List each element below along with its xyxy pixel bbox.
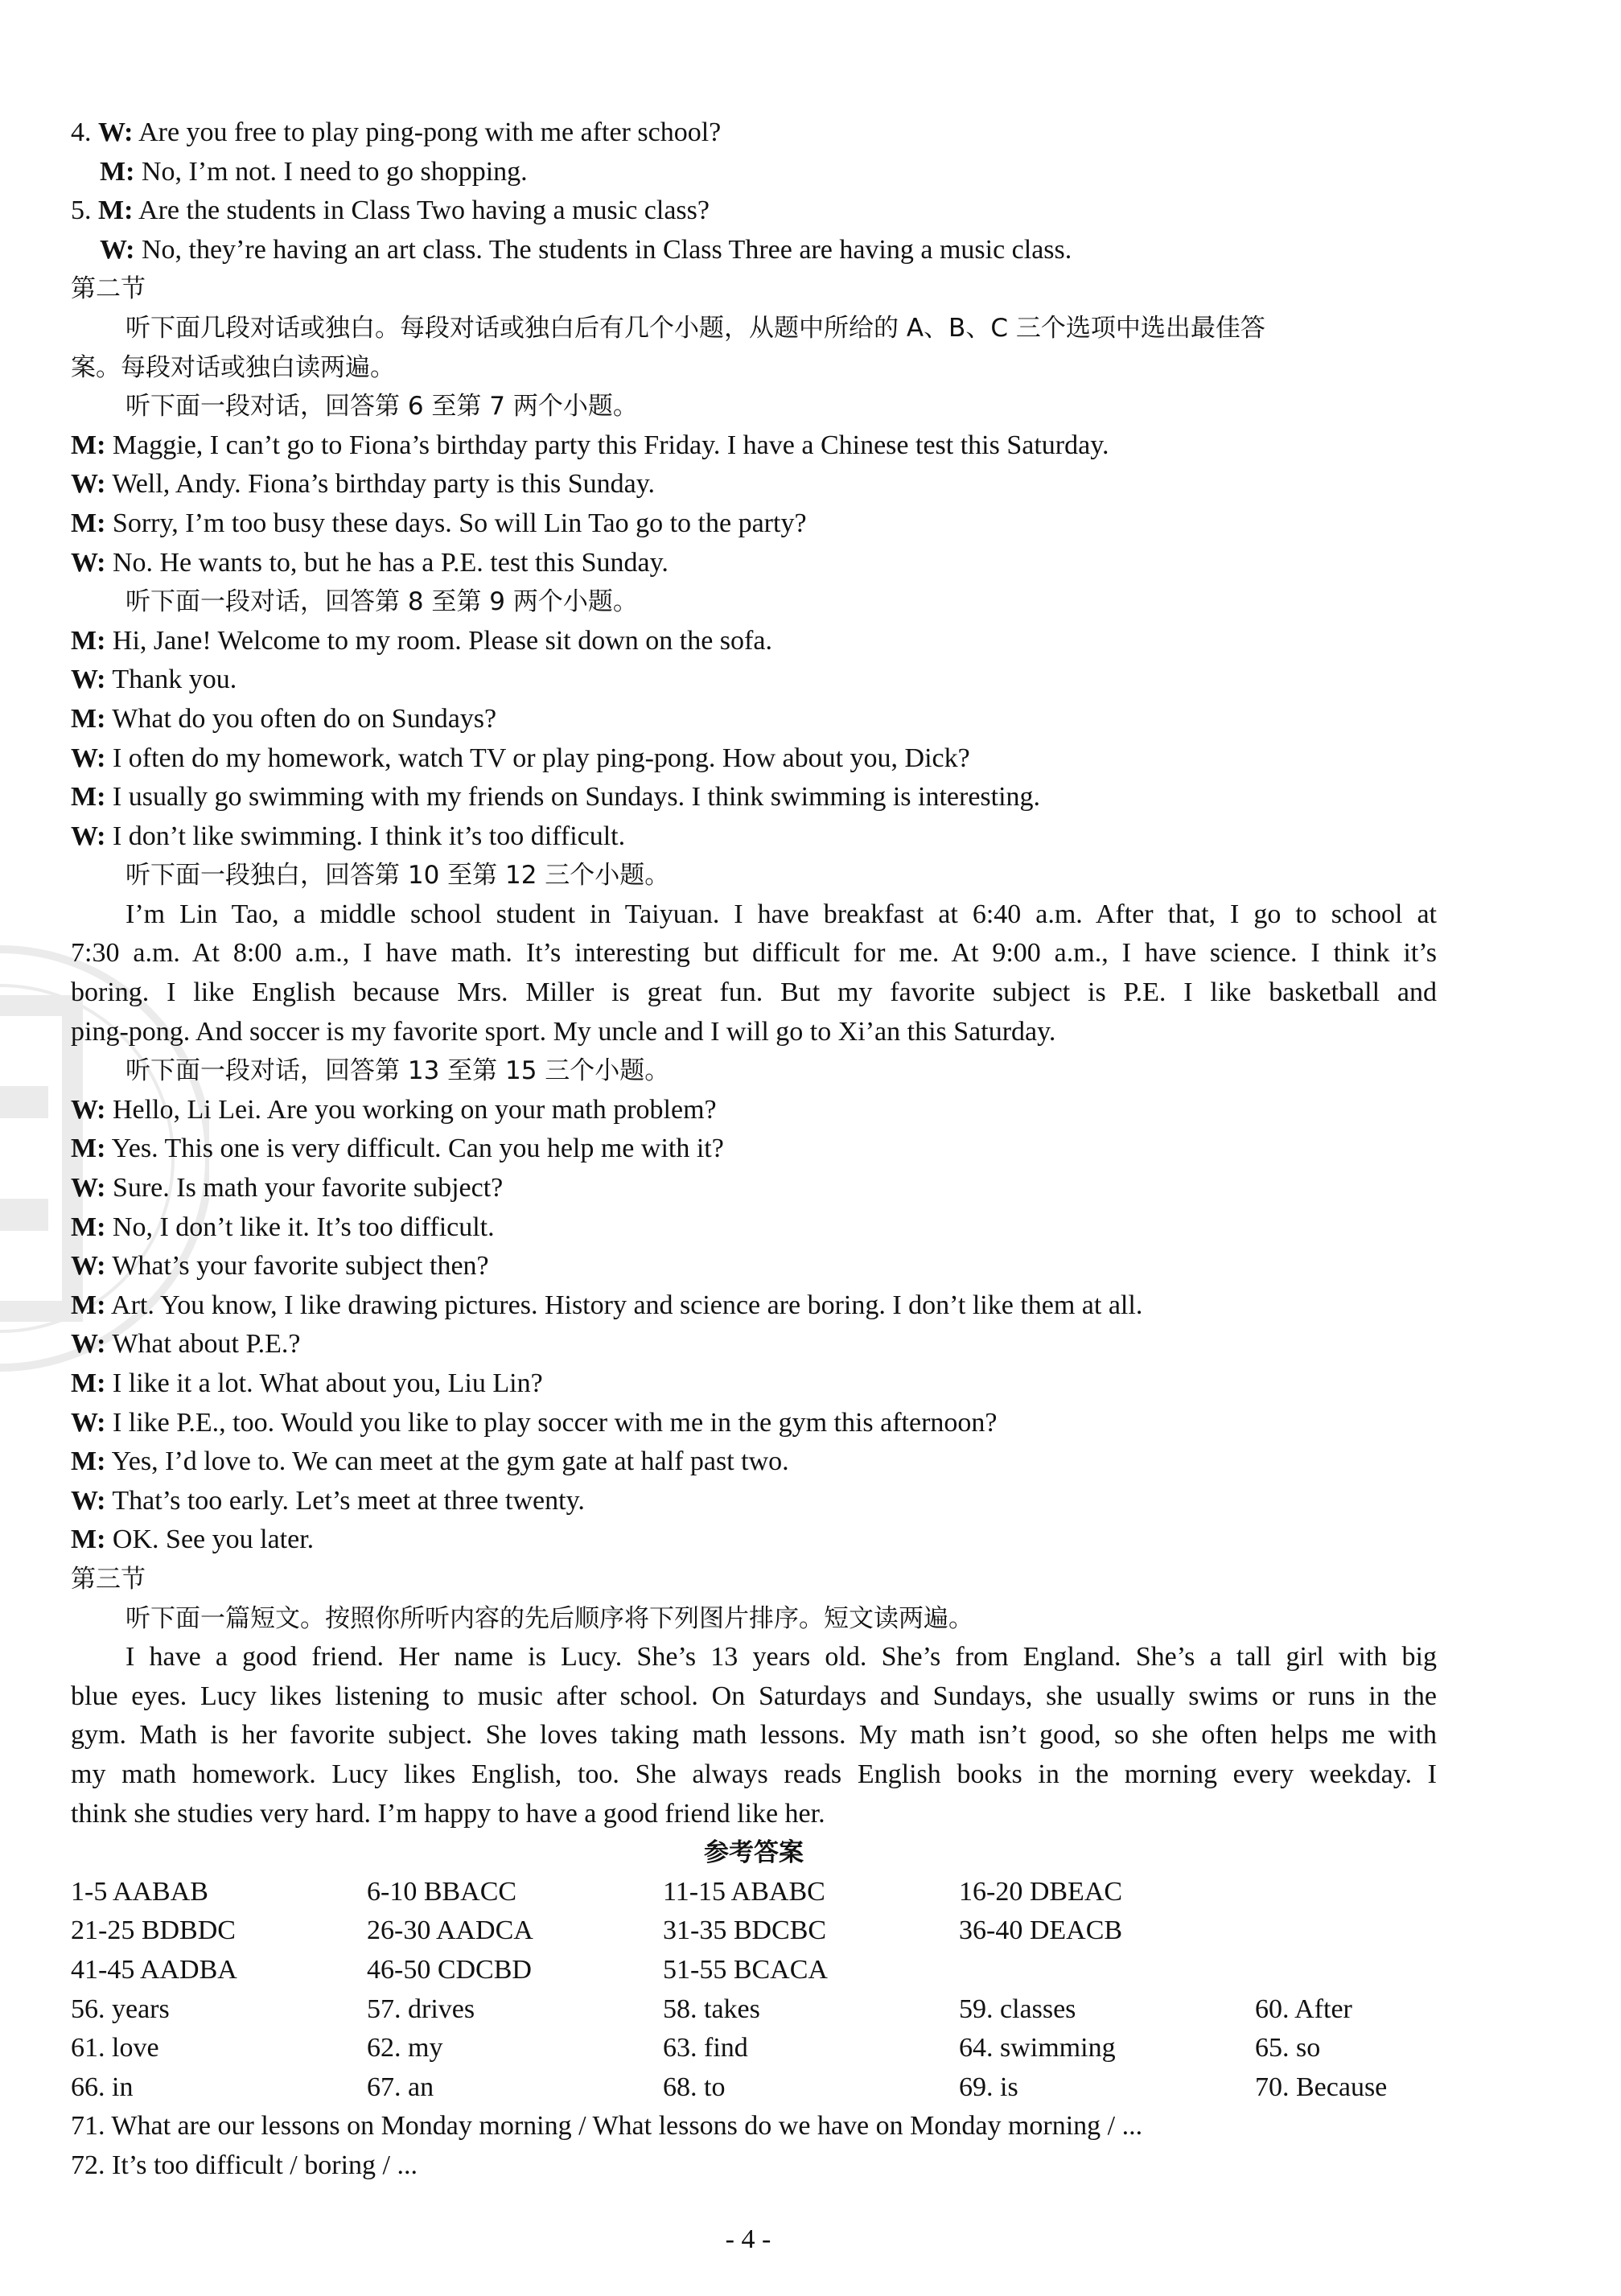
dialogue-line: [71, 153, 1437, 192]
dialogue-text: No, I don’t like it. It’s too difficult.: [105, 1212, 495, 1242]
section2-instruction-line2: 案。每段对话或独白读两遍。: [71, 352, 395, 382]
dialogue-line: [71, 1482, 1437, 1521]
speaker-label: W:: [71, 469, 106, 500]
speaker-label: W:: [71, 1094, 106, 1125]
dialogue-line: [71, 660, 1437, 700]
paragraph-line: blue eyes. Lucy likes listening to music after school. On Saturdays and Sundays, she usually swims or runs in the: [71, 1681, 1437, 1711]
speaker-label: M:: [71, 1368, 106, 1398]
dialogue-text: Are you free to play ping-pong with me after school?: [133, 117, 722, 147]
dialogue-text: Yes. This one is very difficult. Can you help me with it?: [105, 1134, 724, 1164]
answer-cell: 46-50 CDCBD: [367, 1954, 532, 1985]
answer-cell: 66. in: [71, 2072, 134, 2102]
answer-cell: [959, 1951, 1255, 1990]
answer-row: [71, 1873, 1437, 1912]
answer-cell: 57. drives: [367, 1994, 475, 2024]
answer-cell: 68. to: [663, 2072, 726, 2102]
paragraph-line: gym. Math is her favorite subject. She loves taking math lessons. My math isn’t good, so she often helps me with: [71, 1720, 1437, 1751]
dialogue-text: Maggie, I can’t go to Fiona’s birthday party this Friday. I have a Chinese test this Saturday.: [105, 430, 1109, 460]
answer-cell: 36-40 DEACB: [959, 1915, 1123, 1946]
dialogue-text: Are the students in Class Two having a music class?: [133, 195, 710, 226]
page-number: - 4 -: [725, 2224, 771, 2254]
answer-cell: 59. classes: [959, 1994, 1076, 2024]
dialogue-text: Thank you.: [105, 665, 237, 695]
dialogue-text: What about P.E.?: [105, 1329, 301, 1360]
dialogue-line: [71, 191, 1437, 231]
answer-cell: 64. swimming: [959, 2033, 1116, 2064]
paragraph-line: my math homework. Lucy likes English, too. She always reads English books in the morning every weekday. I: [71, 1759, 1437, 1789]
answer-72: 72. It’s too difficult / boring / ...: [71, 2150, 418, 2180]
dialogue-line: [71, 231, 1437, 270]
dialogue-line: [71, 817, 1437, 857]
dialogue-text: Sorry, I’m too busy these days. So will Lin Tao go to the party?: [105, 508, 807, 538]
paragraph-line: 7:30 a.m. At 8:00 a.m., I have math. It’s interesting but difficult for me. At 9:00 a.m., I have science. I think it’s: [71, 938, 1437, 969]
answer-cell: 26-30 AADCA: [367, 1915, 533, 1946]
speaker-label: M:: [71, 508, 106, 538]
dialogue-text: I don’t like swimming. I think it’s too difficult.: [105, 821, 626, 851]
dialogue-line: [71, 1091, 1437, 1130]
dialogue-text: That’s too early. Let’s meet at three twenty.: [105, 1485, 585, 1516]
answer-cell: 63. find: [663, 2033, 748, 2064]
speaker-label: W:: [71, 821, 106, 851]
dialogue-text: What do you often do on Sundays?: [105, 703, 497, 734]
speaker-label: M:: [71, 430, 106, 460]
speaker-label: W:: [71, 1329, 106, 1360]
dialogue-text: Hello, Li Lei. Are you working on your math problem?: [105, 1094, 717, 1125]
section3-heading: 第三节: [71, 1564, 146, 1594]
speaker-label: W:: [71, 665, 106, 695]
dialogue-line: [71, 1208, 1437, 1248]
dialogue-text: I often do my homework, watch TV or play ping-pong. How about you, Dick?: [105, 743, 970, 773]
dialogue-text: Art. You know, I like drawing pictures. History and science are boring. I don’t like them at all.: [105, 1290, 1143, 1320]
speaker-label: M:: [71, 1446, 106, 1477]
answer-cell: 41-45 AADBA: [71, 1954, 237, 1985]
speaker-label: M:: [71, 1134, 106, 1164]
question-number: 4.: [71, 117, 98, 147]
answer-row: [71, 2068, 1437, 2108]
dialogue-text: No, they’re having an art class. The students in Class Three are having a music class.: [134, 234, 1072, 265]
answer-cell: 6-10 BBACC: [367, 1876, 517, 1907]
dialogue-line: [71, 1442, 1437, 1482]
monologue-intro: 听下面一段独白，回答第 10 至第 12 三个小题。: [125, 861, 670, 891]
dialogue1: [71, 426, 1437, 582]
section2-instruction-line1: 听下面几段对话或独白。每段对话或独白后有几个小题，从题中所给的 A、B、C 三个选项中选出最佳答: [125, 313, 1265, 343]
dialogue1-intro: 听下面一段对话，回答第 6 至第 7 两个小题。: [125, 392, 638, 422]
answer-cell: 65. so: [1255, 2033, 1321, 2064]
paragraph-line: think she studies very hard. I’m happy to have a good friend like her.: [71, 1798, 825, 1829]
speaker-label: W:: [100, 234, 135, 265]
speaker-label: M:: [71, 782, 106, 813]
dialogue-text: What’s your favorite subject then?: [105, 1251, 489, 1282]
dialogue3: [71, 1091, 1437, 1560]
section3-instruction: 听下面一篇短文。按照你所听内容的先后顺序将下列图片排序。短文读两遍。: [125, 1603, 973, 1633]
speaker-label: M:: [71, 1524, 106, 1555]
speaker-label: M:: [71, 1212, 106, 1242]
answer-row: [71, 1951, 1437, 1990]
dialogue-text: No, I’m not. I need to go shopping.: [134, 156, 528, 187]
dialogue-line: [71, 1404, 1437, 1443]
dialogue-line: [71, 426, 1437, 466]
answer-cell: [1255, 1873, 1488, 1912]
answer-row: [71, 1990, 1437, 2030]
section2-heading: 第二节: [71, 274, 146, 304]
speaker-label: M:: [98, 195, 134, 226]
dialogue-line: [71, 465, 1437, 504]
answer-cell: 61. love: [71, 2033, 159, 2064]
monologue: [71, 895, 1437, 1051]
dialogue-text: Hi, Jane! Welcome to my room. Please sit down on the sofa.: [105, 625, 772, 656]
dialogue-line: [71, 1325, 1437, 1364]
dialogue-line: [71, 1520, 1437, 1560]
speaker-label: W:: [71, 1407, 106, 1438]
dialogue2: [71, 622, 1437, 857]
answer-cell: 60. After: [1255, 1994, 1352, 2024]
dialogue-text: I usually go swimming with my friends on Sundays. I think swimming is interesting.: [105, 782, 1041, 813]
answer-cell: 51-55 BCACA: [663, 1954, 828, 1985]
answer-cell: 70. Because: [1255, 2072, 1388, 2102]
dialogue3-intro: 听下面一段对话，回答第 13 至第 15 三个小题。: [125, 1056, 670, 1086]
speaker-label: W:: [71, 1173, 106, 1204]
dialogue-text: OK. See you later.: [105, 1524, 315, 1555]
dialogue-text: Yes, I’d love to. We can meet at the gym gate at half past two.: [105, 1446, 789, 1477]
paragraph-line: ping-pong. And soccer is my favorite sport. My uncle and I will go to Xi’an this Saturday.: [71, 1016, 1056, 1047]
answers-grid: [71, 1873, 1437, 2108]
dialogue-line: [71, 544, 1437, 583]
speaker-label: M:: [71, 625, 106, 656]
answer-cell: 31-35 BDCBC: [663, 1915, 827, 1946]
dialogue-line: [71, 739, 1437, 779]
section3-passage: [71, 1638, 1437, 1833]
dialogue-line: [71, 113, 1437, 153]
answer-cell: 11-15 ABABC: [663, 1876, 825, 1907]
dialogue-text: No. He wants to, but he has a P.E. test this Sunday.: [105, 547, 669, 578]
dialogue-line: [71, 1129, 1437, 1169]
answer-cell: 1-5 AABAB: [71, 1876, 208, 1907]
answer-cell: 67. an: [367, 2072, 434, 2102]
dialogue-text: I like P.E., too. Would you like to play soccer with me in the gym this afternoon?: [105, 1407, 998, 1438]
answer-cell: 58. takes: [663, 1994, 760, 2024]
speaker-label: W:: [71, 547, 106, 578]
dialogue-line: [71, 1286, 1437, 1326]
dialogue-line: [71, 504, 1437, 544]
paragraph-line: boring. I like English because Mrs. Miller is great fun. But my favorite subject is P.E. I like basketball and: [71, 977, 1437, 1008]
answer-cell: 62. my: [367, 2033, 443, 2064]
answer-cell: 21-25 BDBDC: [71, 1915, 236, 1946]
speaker-label: W:: [71, 1251, 106, 1282]
dialogue-line: [71, 1247, 1437, 1286]
dialogue-line: [71, 778, 1437, 817]
paragraph-line: I have a good friend. Her name is Lucy. She’s 13 years old. She’s from England. She’s a tall girl with big: [125, 1642, 1437, 1673]
answer-cell: [1255, 1911, 1488, 1951]
answer-cell: 56. years: [71, 1994, 170, 2024]
dialogue-line: [71, 700, 1437, 739]
dialogue-line: [71, 1169, 1437, 1208]
speaker-label: M:: [71, 703, 106, 734]
answer-cell: 69. is: [959, 2072, 1018, 2102]
speaker-label: W:: [71, 1485, 106, 1516]
speaker-label: M:: [71, 1290, 106, 1320]
dialogue-line: [71, 1364, 1437, 1404]
answer-row: [71, 1911, 1437, 1951]
paragraph-line: I’m Lin Tao, a middle school student in Taiyuan. I have breakfast at 6:40 a.m. After that, I go to school at: [125, 899, 1437, 929]
dialogue-line: [71, 622, 1437, 661]
dialogue-text: Sure. Is math your favorite subject?: [105, 1173, 504, 1204]
answer-cell: 16-20 DBEAC: [959, 1876, 1123, 1907]
dialogue-text: I like it a lot. What about you, Liu Lin?: [105, 1368, 543, 1398]
speaker-label: M:: [100, 156, 135, 187]
speaker-label: W:: [71, 743, 106, 773]
dialogue2-intro: 听下面一段对话，回答第 8 至第 9 两个小题。: [125, 587, 638, 617]
answer-71: 71. What are our lessons on Monday morning / What lessons do we have on Monday morning / ...: [71, 2111, 1143, 2142]
listening-part1: [71, 113, 1437, 270]
document-content: [71, 113, 1437, 2185]
question-number: 5.: [71, 195, 98, 226]
answer-cell: [1255, 1951, 1488, 1990]
answer-row: [71, 2029, 1437, 2068]
speaker-label: W:: [98, 117, 134, 147]
dialogue-text: Well, Andy. Fiona’s birthday party is this Sunday.: [105, 469, 656, 500]
answers-title: 参考答案: [704, 1838, 804, 1868]
